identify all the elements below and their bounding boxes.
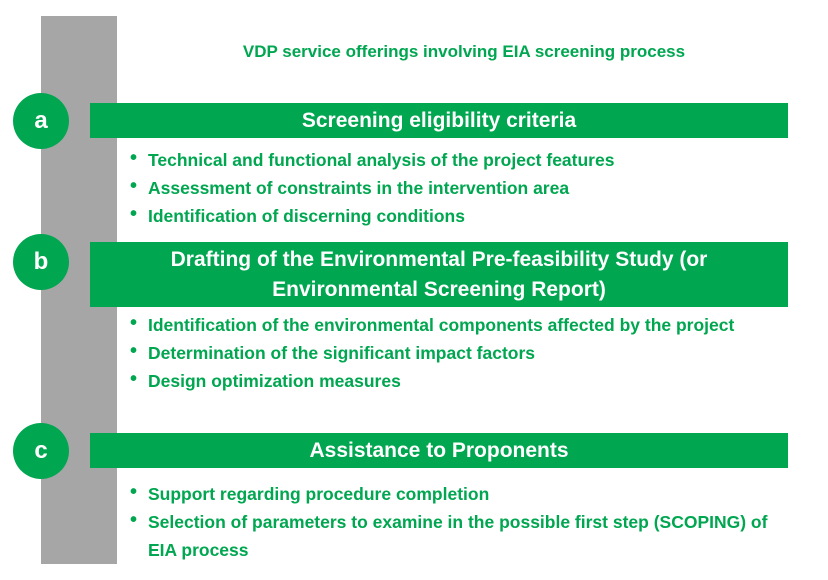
- bullet-item: • Design optimization measures: [128, 367, 778, 395]
- bullet-item: • Identification of the environmental components affected by the project: [128, 311, 778, 339]
- bullet-item: • Selection of parameters to examine in the possible first step (SCOPING) of EIA process: [128, 508, 778, 564]
- section-c-badge: c: [13, 423, 69, 479]
- bullet-item: • Support regarding procedure completion: [128, 480, 778, 508]
- section-a-bullets: [128, 146, 778, 230]
- bullet-item: • Determination of the significant impact factors: [128, 339, 778, 367]
- section-c-bullets: [128, 480, 778, 564]
- section-c-header: Assistance to Proponents: [90, 433, 788, 468]
- bullet-item: • Assessment of constraints in the intervention area: [128, 174, 778, 202]
- diagram-title: VDP service offerings involving EIA screening process: [242, 42, 686, 61]
- section-b-header: Drafting of the Environmental Pre-feasibility Study (or Environmental Screening Report): [90, 242, 788, 307]
- section-a-badge: a: [13, 93, 69, 149]
- section-b-badge: b: [13, 234, 69, 290]
- section-a-header: Screening eligibility criteria: [90, 103, 788, 138]
- section-b-bullets: [128, 311, 778, 395]
- bullet-item: • Identification of discerning conditions: [128, 202, 778, 230]
- bullet-item: • Technical and functional analysis of the project features: [128, 146, 778, 174]
